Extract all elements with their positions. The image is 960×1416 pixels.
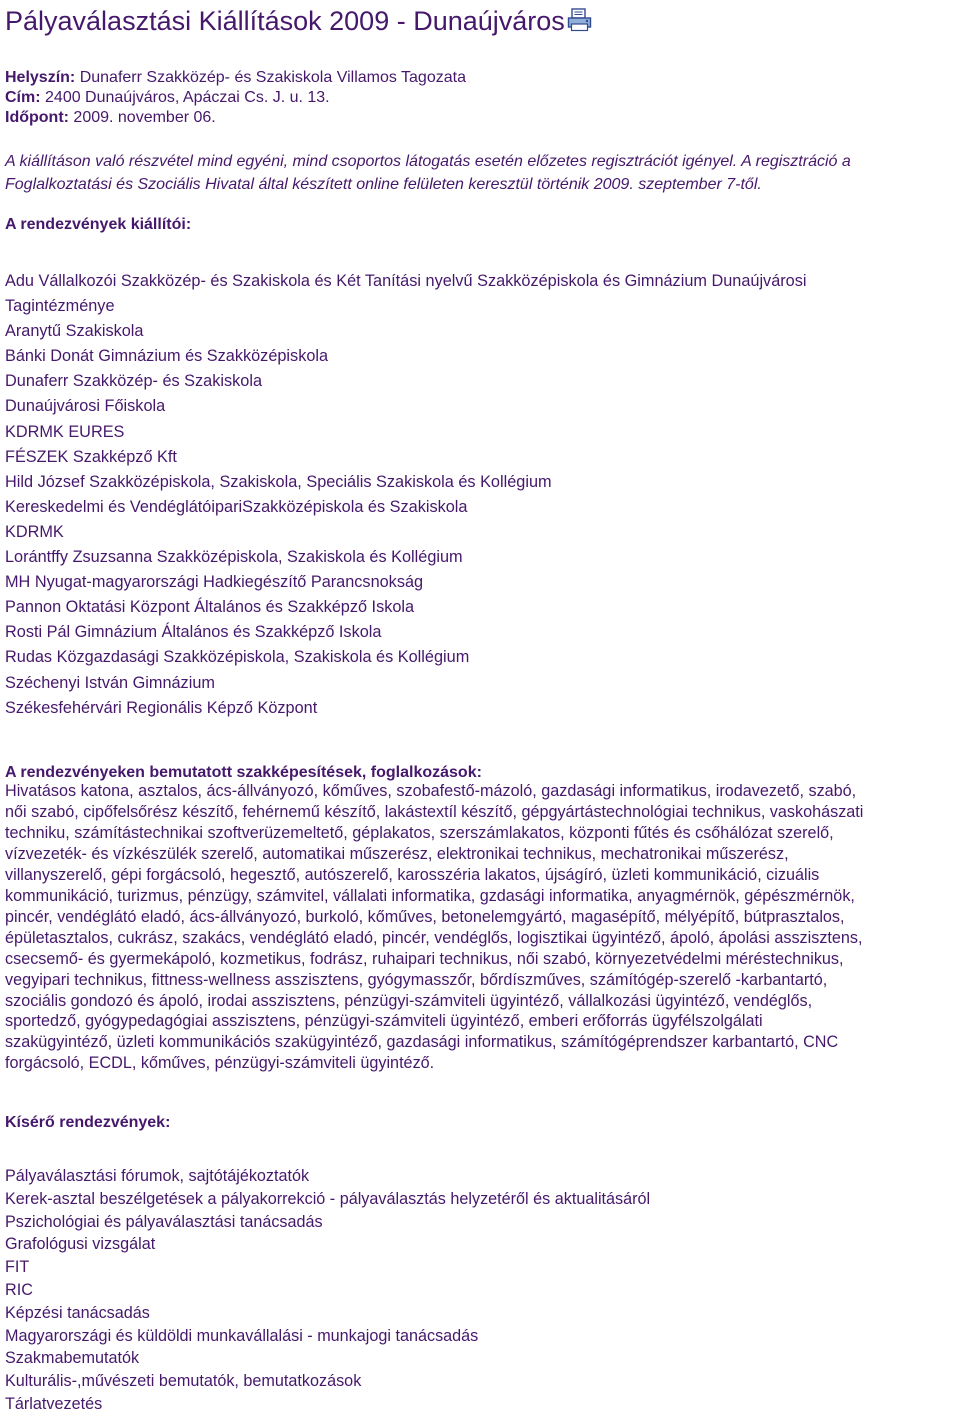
list-item: RIC <box>5 1280 33 1299</box>
list-item: KDRMK EURES <box>5 422 125 441</box>
text-line: techniku, számítástechnikai szoftverüzemeltető, géplakatos, szerszámlakatos, központi fűtés és csőhálózat szerelő, <box>5 823 834 842</box>
text-line: sportedző, gyógypedagógiai asszisztens, pénzügyi-számviteli ügyintéző, emberi erőforrás ügyfélszolgálati <box>5 1012 763 1031</box>
list-item: Tárlatvezetés <box>5 1394 103 1413</box>
list-item: MH Nyugat-magyarországi Hadkiegészítő Parancsnokság <box>5 573 424 592</box>
list-item: Kerek-asztal beszélgetések a pályakorrekció - pályaválasztás helyzetéről és aktualitásáról <box>5 1189 651 1208</box>
list-item: Rosti Pál Gimnázium Általános és Szakképző Iskola <box>5 623 382 642</box>
list-item: Adu Vállalkozói Szakközép- és Szakiskola és Két Tanítási nyelvű Szakközépiskola és Gimnázium Dunaújvárosi <box>5 272 807 290</box>
list-item: Rudas Közgazdasági Szakközépiskola, Szakiskola és Kollégium <box>5 648 470 667</box>
list-item: Tagintézménye <box>5 297 115 316</box>
exhibitors-heading: A rendezvények kiállítói: <box>5 216 192 233</box>
page-title <box>5 4 593 40</box>
date-label: Időpont: <box>5 109 69 126</box>
venue-row <box>5 68 957 88</box>
side-events-list <box>5 1165 957 1416</box>
qualifications-heading: A rendezvényeken bemutatott szakképesítések, foglalkozások: <box>5 764 482 781</box>
text-line: csecsemő- és gyermekápoló, kozmetikus, fodrász, ruhaipari technikus, női szabó, környezetvédelmi méréstechnikus, <box>5 949 844 968</box>
registration-note: A kiállításon való részvétel mind egyéni, mind csoportos látogatás esetén előzetes regisztrációt igényel. A regisztráció a Foglalkoztatási és Szociális Hivatal által készített online felületen keresztül történik 2009. szeptember 7-től. <box>5 153 851 193</box>
address-value: 2400 Dunaújváros, Apáczai Cs. J. u. 13. <box>45 89 330 106</box>
text-line: vegyipari technikus, fittness-wellness asszisztens, gyógymasszőr, bőrdíszműves, számítógép-szerelő -karbantartó, <box>5 970 828 989</box>
list-item: Hild József Szakközépiskola, Szakiskola, Speciális Szakiskola és Kollégium <box>5 472 552 491</box>
list-item: Szakmabemutatók <box>5 1349 140 1368</box>
text-line: épületasztalos, cukrász, szakács, vendéglátó eladó, pincér, vendéglős, logisztikai ügyintéző, ápoló, ápolási asszisztens, <box>5 928 863 947</box>
venue-label: Helyszín: <box>5 69 76 86</box>
text-line: női szabó, cipőfelsőrész készítő, fehérnemű készítő, lakástextíl készítő, gépgyártástechnológiai technikus, vaskohászati <box>5 802 864 821</box>
list-item: FIT <box>5 1258 30 1277</box>
list-item: Pszichológiai és pályaválasztási tanácsadás <box>5 1212 323 1231</box>
address-label: Cím: <box>5 89 41 106</box>
date-value: 2009. november 06. <box>73 109 216 126</box>
list-item: Grafológusi vizsgálat <box>5 1235 156 1254</box>
venue-value: Dunaferr Szakközép- és Szakiskola Villamos Tagozata <box>79 69 466 86</box>
list-item: KDRMK <box>5 522 64 541</box>
text-line: szociális gondozó és ápoló, irodai asszisztens, pénzügyi-számviteli ügyintéző, vállalkozási ügyintéző, vendéglős, <box>5 991 813 1010</box>
text-line: kommunikáció, turizmus, pénzügy, számvitel, vállalati informatika, gzdasági informatika, anyagmérnök, gépészmérnök, <box>5 886 855 905</box>
list-item: Kulturális-,művészeti bemutatók, bemutatkozások <box>5 1372 362 1391</box>
list-item: Aranytű Szakiskola <box>5 322 144 341</box>
list-item: Bánki Donát Gimnázium és Szakközépiskola <box>5 347 329 366</box>
list-item: Széchenyi István Gimnázium <box>5 673 215 692</box>
event-info <box>5 68 957 128</box>
list-item: Magyarországi és küldöldi munkavállalási - munkajogi tanácsadás <box>5 1326 479 1345</box>
list-item: Pannon Oktatási Központ Általános és Szakképző Iskola <box>5 598 415 617</box>
text-line: szakügyintéző, üzleti kommunikációs szakügyintéző, gazdasági informatikus, számítógéprendszer karbantartó, CNC <box>5 1033 839 1052</box>
page-title-text: Pályaválasztási Kiállítások 2009 - Dunaújváros <box>5 6 565 36</box>
list-item: Lorántffy Zsuzsanna Szakközépiskola, Szakiskola és Kollégium <box>5 548 463 567</box>
list-item: Székesfehérvári Regionális Képző Központ <box>5 698 318 717</box>
list-item: Kereskedelmi és VendéglátóipariSzakközépiskola és Szakiskola <box>5 497 468 516</box>
list-item: FÉSZEK Szakképző Kft <box>5 447 177 466</box>
list-item: Dunaújvárosi Főiskola <box>5 397 166 416</box>
date-row <box>5 108 957 128</box>
text-line: vízvezeték- és vízkészülék szerelő, automatikai műszerész, elektronikai technikus, mechatronikai műszerész, <box>5 844 789 863</box>
list-item: Képzési tanácsadás <box>5 1303 150 1322</box>
list-item: Dunaferr Szakközép- és Szakiskola <box>5 372 262 391</box>
list-item: Pályaválasztási fórumok, sajtótájékoztatók <box>5 1167 310 1185</box>
text-line: forgácsoló, ECDL, kőműves, pénzügyi-számviteli ügyintéző. <box>5 1054 435 1073</box>
exhibitor-list <box>5 269 957 721</box>
text-line: villanyszerelő, gépi forgácsoló, hegesztő, autószerelő, karosszéria lakatos, újságíró, üzleti kommunikáció, cizuális <box>5 865 820 884</box>
text-line: pincér, vendéglátó eladó, ács-állványozó, burkoló, kőműves, betonelemgyártó, magasépítő, mélyépítő, bútprasztalos, <box>5 907 845 926</box>
side-events-heading: Kísérő rendezvények: <box>5 1114 171 1131</box>
print-icon[interactable] <box>567 6 593 40</box>
qualifications-text <box>5 781 957 1074</box>
text-line: Hivatásos katona, asztalos, ács-állványozó, kőműves, szobafestő-mázoló, gazdasági informatikus, irodavezető, szabó, <box>5 782 857 800</box>
address-row <box>5 88 957 108</box>
